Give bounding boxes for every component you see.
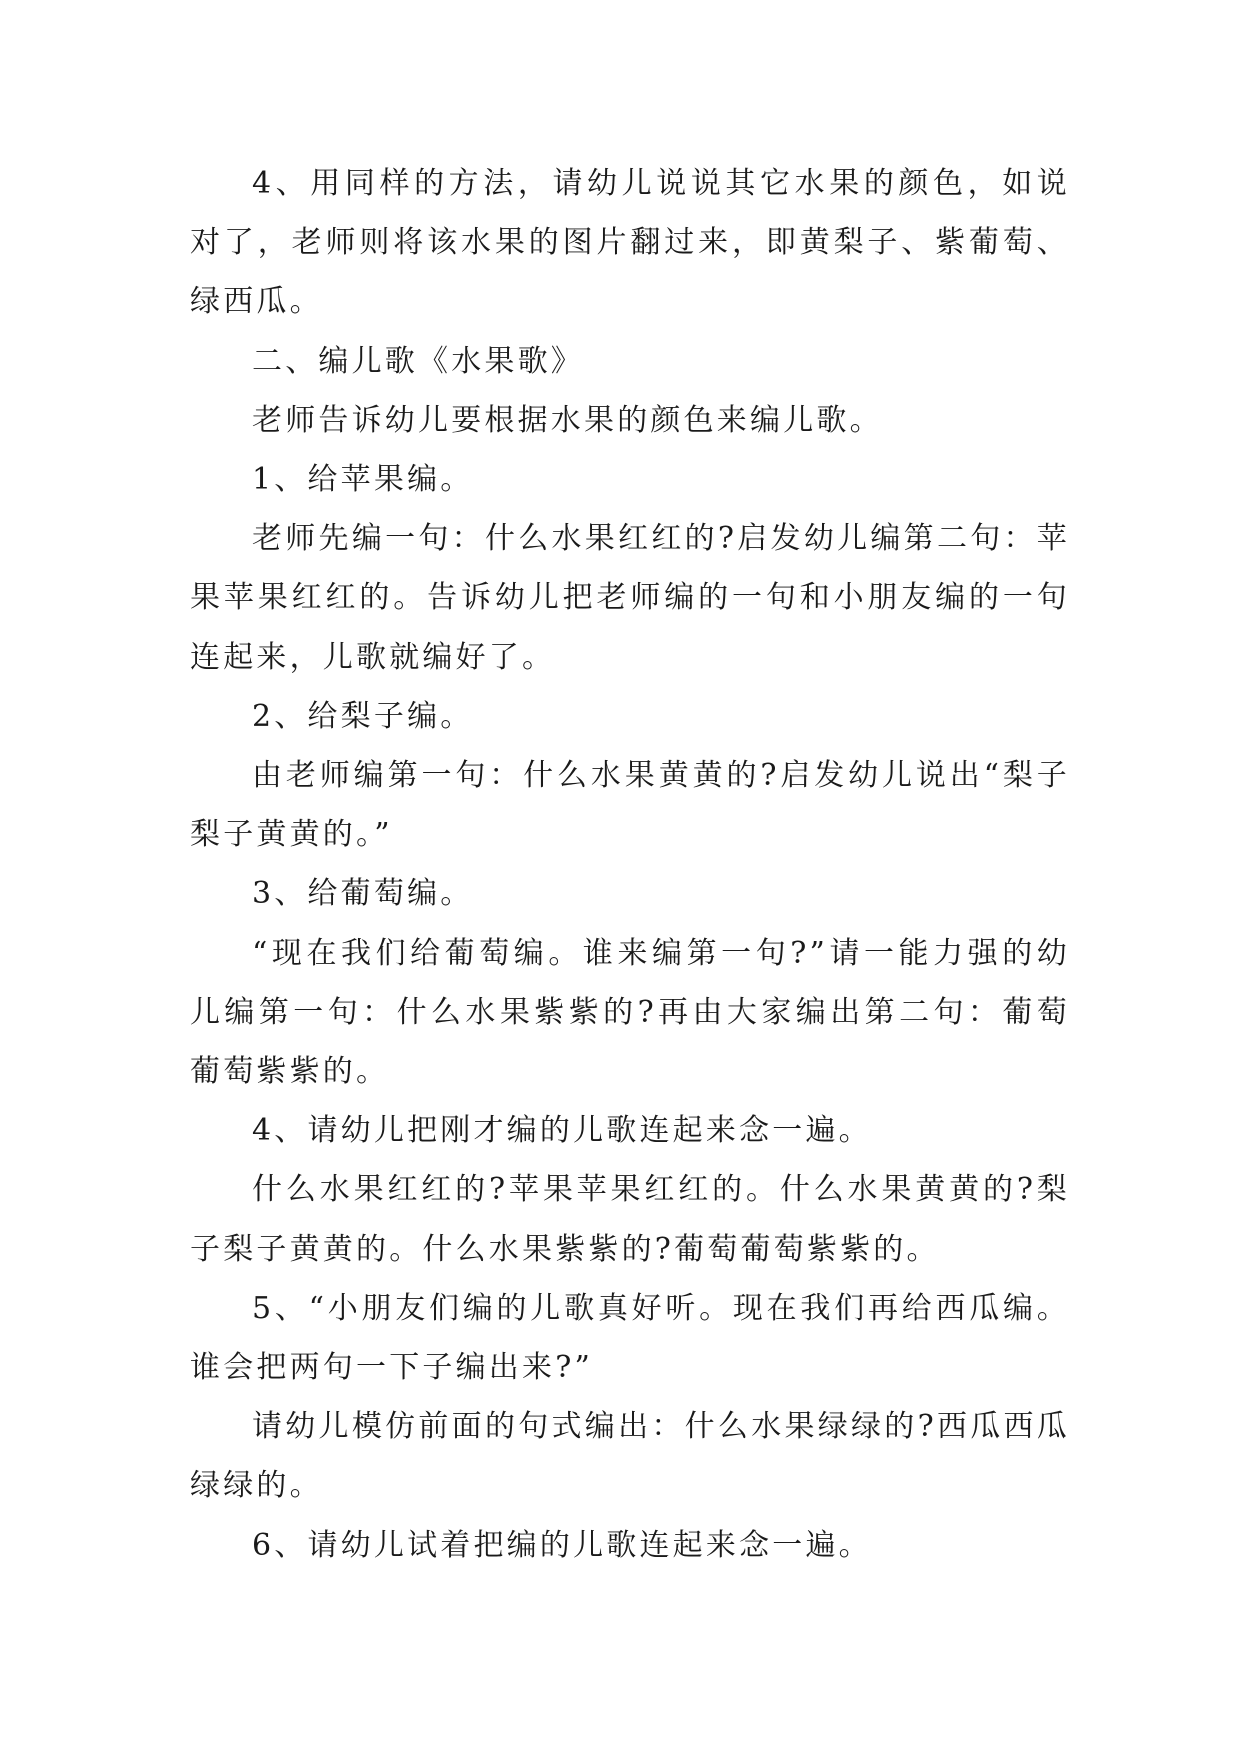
paragraph: 什么水果红红的?苹果苹果红红的。什么水果黄黄的?梨子梨子黄黄的。什么水果紫紫的?葡萄葡萄紫紫的。 [190,1172,1070,1267]
paragraph: 4、用同样的方法，请幼儿说说其它水果的颜色，如说对了，老师则将该水果的图片翻过来，即黄梨子、紫葡萄、绿西瓜。 [190,166,1070,320]
paragraph: 由老师编第一句：什么水果黄黄的?启发幼儿说出“梨子梨子黄黄的。” [190,758,1070,853]
document-body [190,154,1070,1575]
step-heading: 2、给梨子编。 [252,698,474,734]
paragraph: 请幼儿模仿前面的句式编出：什么水果绿绿的?西瓜西瓜绿绿的。 [190,1409,1070,1504]
paragraph: 老师告诉幼儿要根据水果的颜色来编儿歌。 [252,402,883,438]
paragraph: 5、“小朋友们编的儿歌真好听。现在我们再给西瓜编。谁会把两句一下子编出来?” [190,1290,1070,1386]
paragraph: “现在我们给葡萄编。谁来编第一句?”请一能力强的幼儿编第一句：什么水果紫紫的?再由大家编出第二句：葡萄葡萄紫紫的。 [190,935,1070,1090]
step-heading: 4、请幼儿把刚才编的儿歌连起来念一遍。 [252,1113,872,1149]
step-heading: 3、给葡萄编。 [252,876,474,912]
step-heading: 6、请幼儿试着把编的儿歌连起来念一遍。 [252,1527,872,1563]
paragraph: 老师先编一句：什么水果红红的?启发幼儿编第二句：苹果苹果红红的。告诉幼儿把老师编的一句和小朋友编的一句连起来，儿歌就编好了。 [190,521,1070,675]
section-heading: 二、编儿歌《水果歌》 [252,343,584,379]
step-heading: 1、给苹果编。 [252,462,474,498]
